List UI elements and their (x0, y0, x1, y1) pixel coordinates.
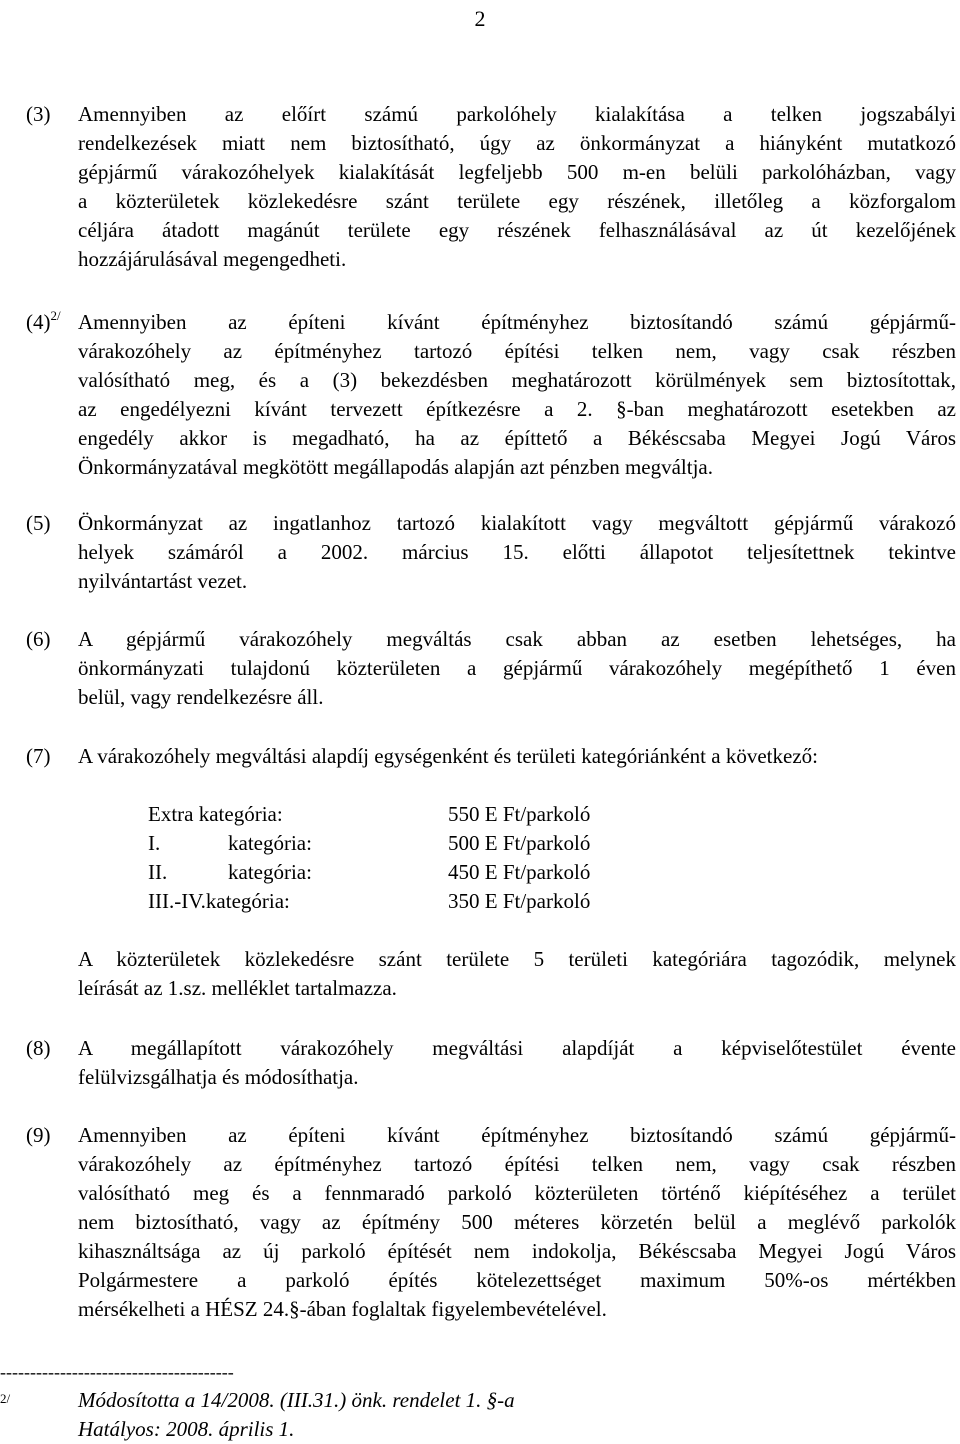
text-line: A közterületek közlekedésre szánt területe 5 területi kategóriára tagozódik, melynek (78, 947, 956, 971)
paragraph-5 (26, 509, 956, 596)
category-cell (148, 829, 448, 858)
paragraph-body (78, 308, 956, 482)
category-cell (148, 800, 448, 829)
text-line: a közterületek közlekedésre szánt területe egy részének, illetőleg a közforgalom (78, 189, 956, 213)
paragraph-number: (3) (26, 102, 51, 126)
paragraph-body (78, 742, 956, 771)
text-line: Amennyiben az építeni kívánt építményhez biztosítandó számú gépjármű- (78, 310, 956, 334)
paragraph-body (78, 945, 956, 1003)
text-line: A gépjármű várakozóhely megváltás csak abban az esetben lehetséges, ha (78, 627, 956, 651)
paragraph-body (78, 1034, 956, 1092)
text-line: Amennyiben az építeni kívánt építményhez biztosítandó számú gépjármű- (78, 1123, 956, 1147)
paragraph-body (78, 100, 956, 274)
price-cell: 500 E Ft/parkoló (448, 831, 591, 855)
text-line: céljára átadott magánút területe egy részének felhasználásával az út kezelőjének (78, 218, 956, 242)
paragraph-body (78, 625, 956, 712)
category-label: III.-IV.kategória: (148, 889, 290, 913)
paragraph-7-continuation (26, 945, 956, 1003)
text-line: önkormányzati tulajdonú közterületen a gépjármű várakozóhely megépíthető 1 éven (78, 656, 956, 680)
footnote-separator: --------------------------------------- (0, 1362, 234, 1382)
text-line: valósítható meg, és a (3) bekezdésben meghatározott körülmények sem biztosítottak, (78, 368, 956, 392)
footnote-line: Hatályos: 2008. április 1. (78, 1417, 295, 1441)
category-fee-table (148, 800, 590, 916)
table-row (148, 887, 590, 916)
paragraph-number: (8) (26, 1036, 51, 1060)
text-line: helyek számáról a 2002. március 15. előtti állapotot teljesítettnek tekintve (78, 540, 956, 564)
footnote-reference: 2/ (50, 308, 61, 323)
text-line: várakozóhely az építményhez tartozó építési telken nem, vagy csak részben (78, 1152, 956, 1176)
category-label: kategória: (228, 831, 312, 855)
paragraph-8 (26, 1034, 956, 1092)
text-line: leírását az 1.sz. melléklet tartalmazza. (78, 976, 397, 1000)
table-row (148, 829, 590, 858)
text-line: Önkormányzat az ingatlanhoz tartozó kialakított vagy megváltott gépjármű várakozó (78, 511, 956, 535)
text-line: Amennyiben az előírt számú parkolóhely kialakítása a telken jogszabályi (78, 102, 956, 126)
paragraph-number: (7) (26, 744, 51, 768)
footnote-text (78, 1386, 515, 1444)
price-cell: 450 E Ft/parkoló (448, 860, 591, 884)
text-line: nem biztosítható, vagy az építmény 500 méteres körzetén belül a meglévő parkolók (78, 1210, 956, 1234)
paragraph-number: (9) (26, 1123, 51, 1147)
paragraph-number (26, 308, 61, 337)
text-line: Önkormányzatával megkötött megállapodás alapján azt pénzben megváltja. (78, 455, 714, 479)
category-label: kategória: (228, 860, 312, 884)
text-line: nyilvántartást vezet. (78, 569, 248, 593)
text-line: gépjármű várakozóhelyek kialakítását legfeljebb 500 m-en belüli parkolóházban, vagy (78, 160, 956, 184)
price-cell: 550 E Ft/parkoló (448, 802, 591, 826)
text-line: valósítható meg és a fennmaradó parkoló közterületen történő kiépítéséhez a terület (78, 1181, 956, 1205)
text-line: kihasználtsága az új parkoló építését nem indokolja, Békéscsaba Megyei Jogú Város (78, 1239, 956, 1263)
paragraph-body (78, 1121, 956, 1324)
paragraph-6 (26, 625, 956, 712)
footnote-mark: 2/ (0, 1391, 11, 1406)
category-roman: I. (148, 831, 161, 855)
footnote-line: Módosította a 14/2008. (III.31.) önk. rendelet 1. §-a (78, 1388, 515, 1412)
price-cell: 350 E Ft/parkoló (448, 889, 591, 913)
category-cell (148, 887, 448, 916)
paragraph-3 (26, 100, 956, 274)
table-row (148, 800, 590, 829)
text-line: belül, vagy rendelkezésre áll. (78, 685, 324, 709)
text-line: mérsékelheti a HÉSZ 24.§-ában foglaltak figyelembevételével. (78, 1297, 607, 1321)
paragraph-body (78, 509, 956, 596)
paragraph-9 (26, 1121, 956, 1324)
text-line: felülvizsgálhatja és módosíthatja. (78, 1065, 359, 1089)
page-number: 2 (474, 6, 486, 31)
category-roman: II. (148, 860, 168, 884)
text-line: rendelkezések miatt nem biztosítható, úgy az önkormányzat a hiányként mutatkozó (78, 131, 956, 155)
text-line: az engedélyezni kívánt tervezett építkezésre a 2. §-ban meghatározott esetekben az (78, 397, 956, 421)
paragraph-number: (5) (26, 511, 51, 535)
text-line: A várakozóhely megváltási alapdíj egységenként és területi kategóriánként a következő: (78, 744, 818, 768)
text-line: A megállapított várakozóhely megváltási alapdíját a képviselőtestület évente (78, 1036, 956, 1060)
text-line: hozzájárulásával megengedheti. (78, 247, 347, 271)
text-line: Polgármestere a parkoló építés kötelezettséget maximum 50%-os mértékben (78, 1268, 956, 1292)
table-row (148, 858, 590, 887)
paragraph-number: (6) (26, 627, 51, 651)
paragraph-7 (26, 742, 956, 771)
category-label: Extra kategória: (148, 802, 283, 826)
text-line: várakozóhely az építményhez tartozó építési telken nem, vagy csak részben (78, 339, 956, 363)
text-line: engedély akkor is megadható, ha az építtető a Békéscsaba Megyei Jogú Város (78, 426, 956, 450)
paragraph-4 (26, 308, 956, 482)
category-cell (148, 858, 448, 887)
paragraph-number-text: (4) (26, 310, 51, 334)
